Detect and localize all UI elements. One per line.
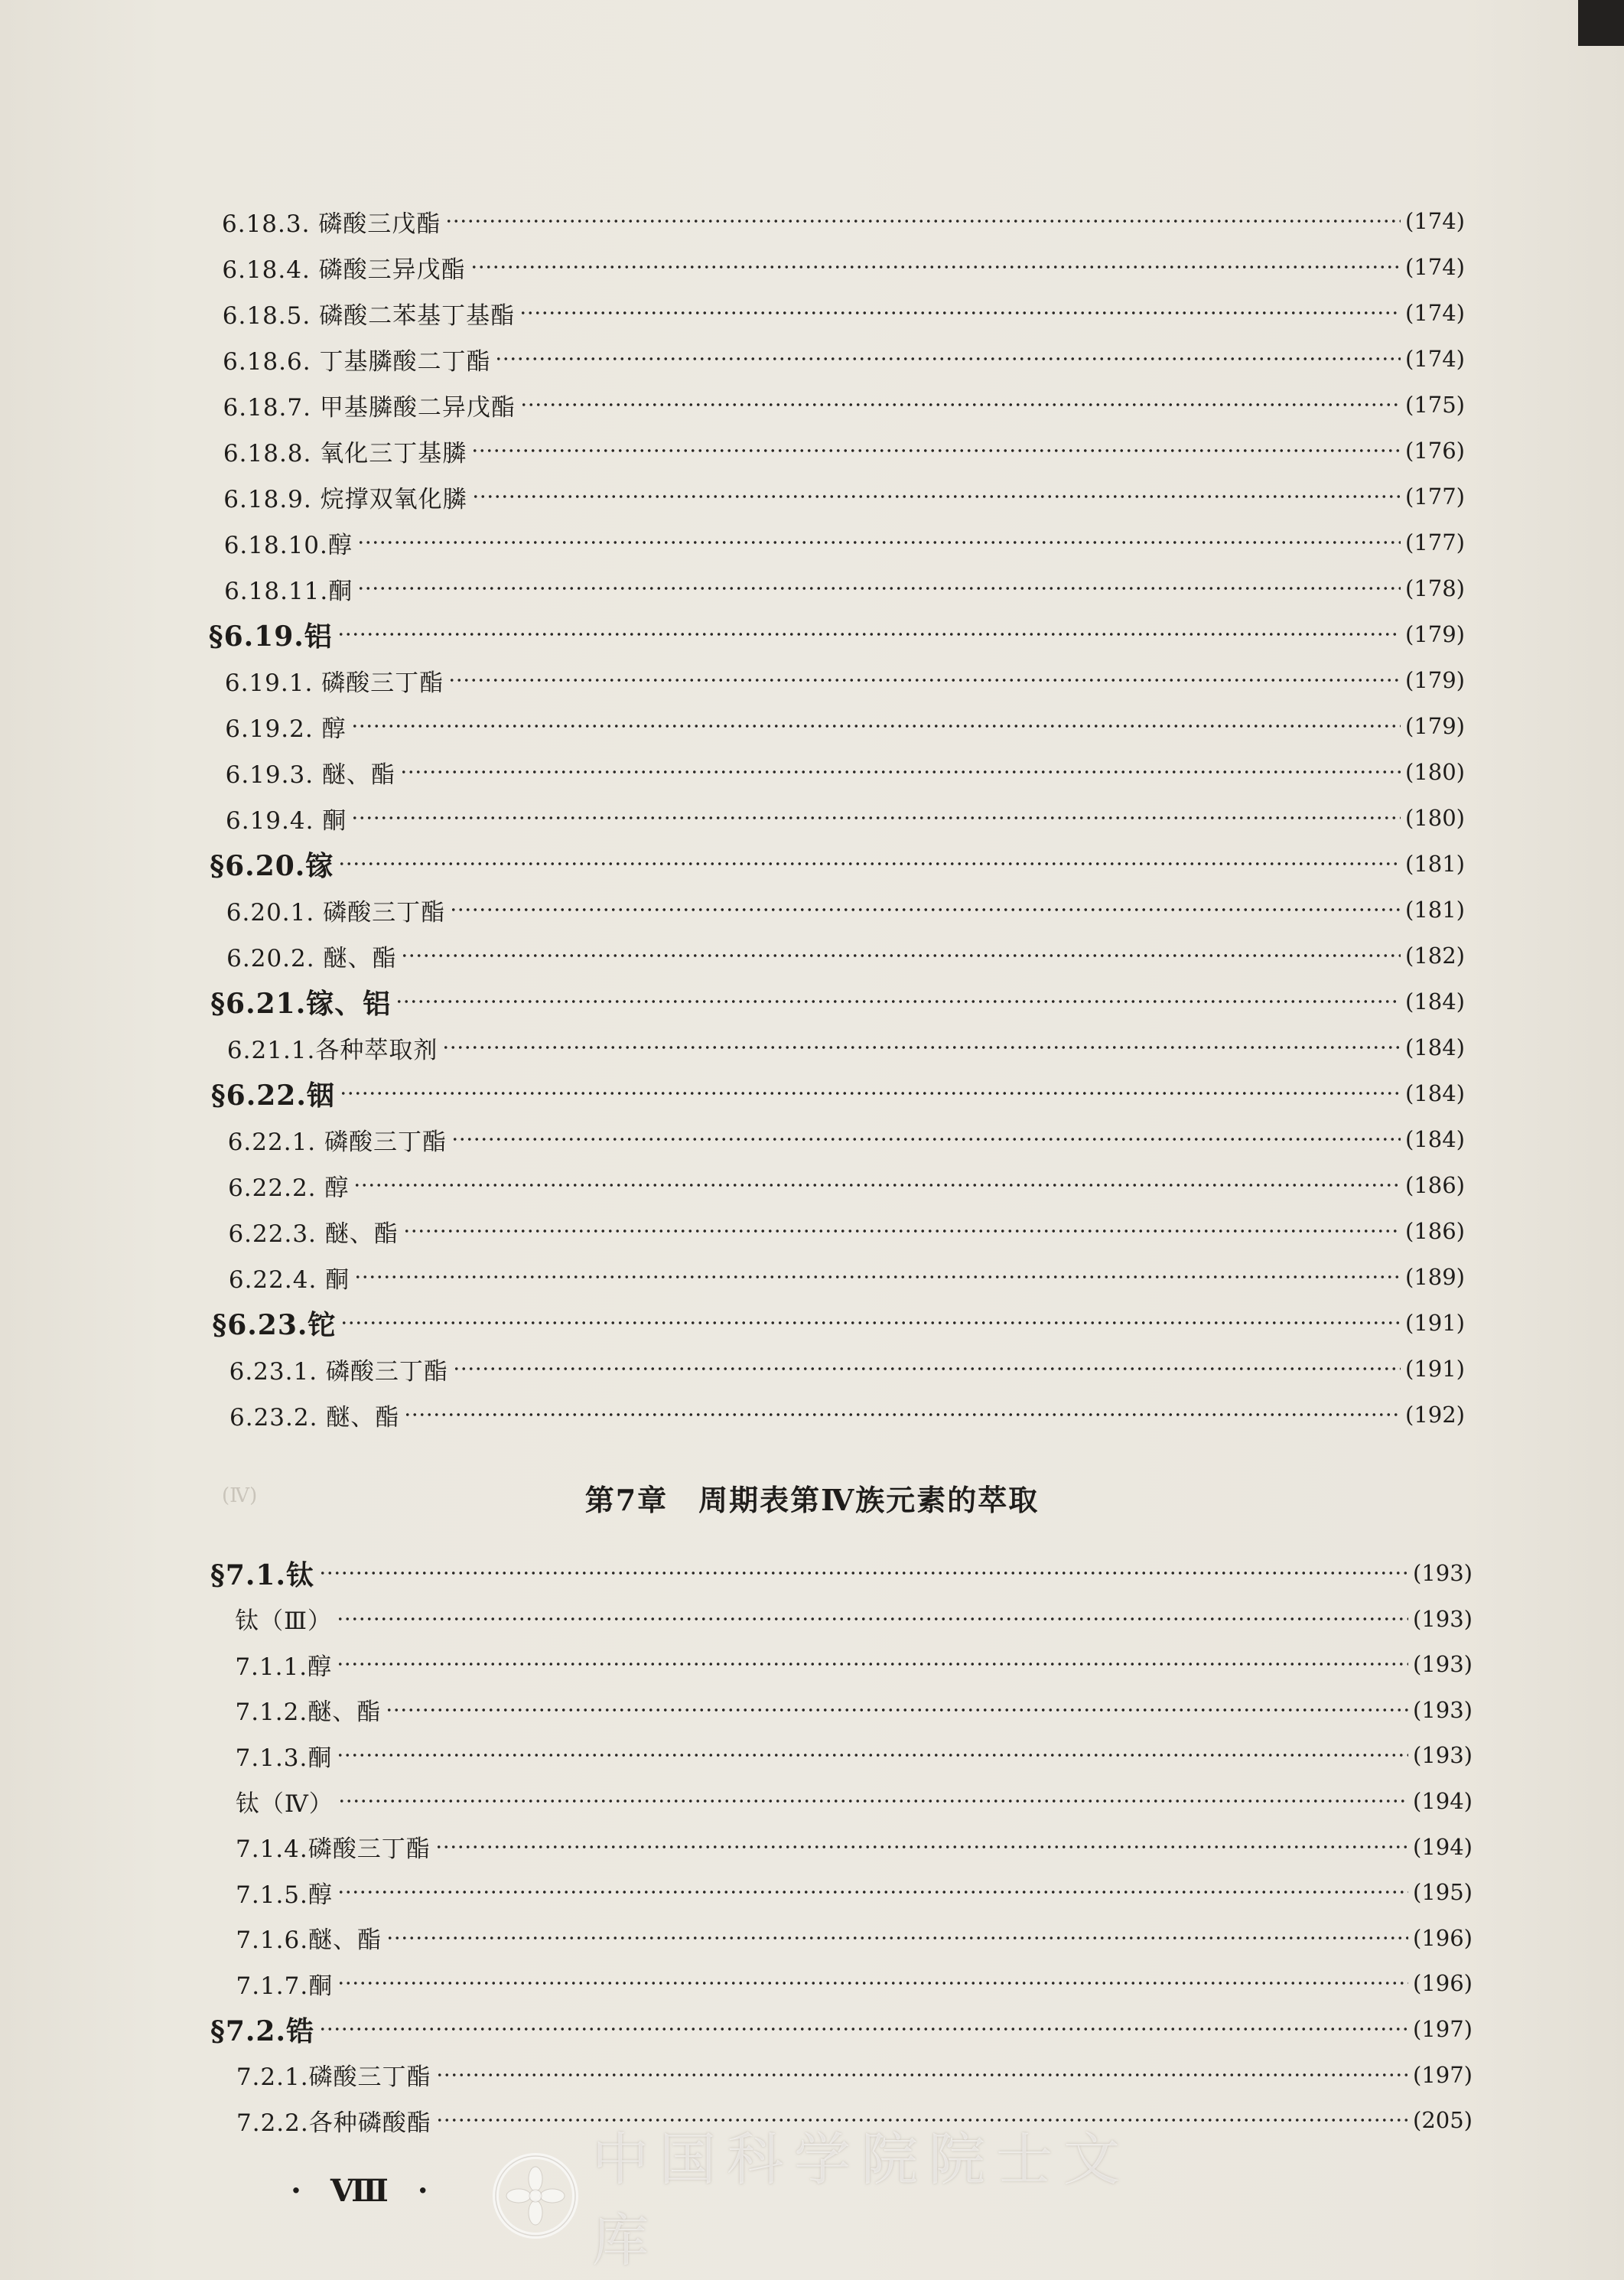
toc-entry-row xyxy=(236,1784,1473,1818)
toc-page-number: (174) xyxy=(1405,208,1465,234)
dot-leader xyxy=(354,1273,1401,1281)
toc-page-number: (196) xyxy=(1413,1924,1473,1951)
toc-entry-title: 7.1.1.醇 xyxy=(235,1653,333,1681)
toc-entry-title: 7.1.7.酮 xyxy=(236,1972,334,2000)
toc-entry-title: 6.23.2. 醚、酯 xyxy=(229,1403,400,1432)
toc-entry-row xyxy=(226,801,1465,835)
chapter-title: 第7章 周期表第Ⅳ族元素的萃取 xyxy=(584,1483,1040,1517)
page-folio: · Ⅷ · xyxy=(291,2173,438,2209)
toc-entry-title: 7.1.4.磷酸三丁酯 xyxy=(236,1835,431,1864)
dot-leader xyxy=(403,1227,1401,1235)
toc-section-row xyxy=(210,2012,1473,2046)
dot-leader xyxy=(520,401,1401,409)
toc-section-row xyxy=(209,617,1465,651)
dot-leader xyxy=(386,1934,1408,1942)
toc-page-number: (182) xyxy=(1405,943,1465,969)
toc-entry-row xyxy=(225,663,1465,697)
toc-entry-row xyxy=(229,1260,1465,1294)
dot-leader xyxy=(357,585,1401,592)
toc-page-number: (181) xyxy=(1405,897,1465,923)
watermark xyxy=(490,2127,1193,2274)
dot-leader xyxy=(470,263,1401,271)
toc-entry-row xyxy=(227,1031,1465,1064)
toc-entry-row xyxy=(223,296,1465,330)
toc-page-number: (179) xyxy=(1405,713,1465,739)
toc-entry-title: 6.22.2. 醇 xyxy=(228,1174,350,1202)
toc-entry-row xyxy=(223,342,1465,376)
watermark-text: 中国科学院院士文库 xyxy=(592,2127,1131,2274)
toc-page-number: (194) xyxy=(1413,1833,1473,1860)
toc-page-number: (193) xyxy=(1413,1605,1473,1632)
toc-entry-title: 6.19.4. 酮 xyxy=(226,806,347,835)
toc-page-number: (184) xyxy=(1405,1034,1465,1060)
toc-entry-row xyxy=(226,755,1465,789)
toc-entry-title: 6.21.1.各种萃取剂 xyxy=(226,1036,438,1064)
dot-leader xyxy=(395,998,1401,1005)
toc-page-number: (186) xyxy=(1405,1172,1465,1198)
toc-page-number: (181) xyxy=(1405,851,1465,877)
toc-entry-title: 7.2.1.磷酸三丁酯 xyxy=(236,2063,431,2092)
toc-entry-title: 6.18.9. 烷撑双氧化膦 xyxy=(223,485,467,513)
toc-page-number: (180) xyxy=(1405,759,1465,785)
toc-page-number: (177) xyxy=(1405,529,1465,555)
dot-leader xyxy=(337,1615,1408,1623)
toc-entry-title: §6.22.铟 xyxy=(210,1079,335,1112)
toc-entry-row xyxy=(225,709,1465,743)
toc-section-row xyxy=(210,847,1465,881)
toc-entry-title: 7.2.2.各种磷酸酯 xyxy=(236,2109,431,2137)
toc-entry-title: 6.22.4. 酮 xyxy=(228,1265,350,1294)
toc-entry-title: 6.18.7. 甲基膦酸二异戊酯 xyxy=(223,393,516,422)
dot-leader xyxy=(435,1843,1408,1851)
toc-page-number: (186) xyxy=(1405,1218,1465,1244)
toc-page-number: (193) xyxy=(1413,1696,1473,1723)
toc-page-number: (178) xyxy=(1405,575,1465,601)
toc-entry-row xyxy=(236,1830,1473,1864)
toc-page-number: (193) xyxy=(1413,1651,1473,1678)
toc-entry-row xyxy=(236,1738,1473,1772)
toc-entry-row xyxy=(229,1398,1465,1432)
dot-leader xyxy=(319,1569,1408,1577)
toc-page-number: (191) xyxy=(1405,1356,1465,1382)
toc-section-row xyxy=(212,1306,1465,1340)
dot-leader xyxy=(338,1797,1408,1805)
toc-entry-title: 6.23.1. 磷酸三丁酯 xyxy=(229,1357,448,1386)
toc-page-number: (192) xyxy=(1405,1402,1465,1428)
toc-page-number: (179) xyxy=(1405,621,1465,647)
toc-entry-title: 6.18.6. 丁基膦酸二丁酯 xyxy=(223,347,491,376)
toc-page-number: (175) xyxy=(1405,392,1465,418)
toc-entry-title: §6.21.镓、铝 xyxy=(210,987,392,1020)
toc-entry-row xyxy=(228,1214,1465,1248)
toc-entry-title: 7.1.5.醇 xyxy=(236,1881,333,1909)
dot-leader xyxy=(386,1706,1408,1714)
dot-leader xyxy=(337,1888,1408,1896)
toc-page-number: (193) xyxy=(1413,1742,1473,1769)
dot-leader xyxy=(351,722,1401,730)
dot-leader xyxy=(451,1135,1401,1143)
toc-entry-title: 6.18.5. 磷酸二苯基丁基酯 xyxy=(222,301,516,330)
toc-page-number: (189) xyxy=(1405,1264,1465,1290)
toc-entry-title: 6.18.3. 磷酸三戊酯 xyxy=(222,210,441,238)
toc-page-number: (180) xyxy=(1405,805,1465,831)
toc-entry-title: 6.18.11.酮 xyxy=(224,577,353,605)
toc-entry-title: §6.19.铝 xyxy=(208,620,333,653)
toc-entry-title: 6.20.1. 磷酸三丁酯 xyxy=(226,898,446,927)
toc-entry-title: 6.22.1. 磷酸三丁酯 xyxy=(227,1128,447,1156)
toc-entry-row xyxy=(228,1122,1465,1156)
dot-leader xyxy=(453,1365,1401,1373)
toc-page-number: (176) xyxy=(1405,438,1465,464)
dot-leader xyxy=(340,1090,1401,1097)
dot-leader xyxy=(353,1181,1401,1189)
toc-entry-row xyxy=(229,1352,1465,1386)
toc-entry-title: 钛（Ⅳ） xyxy=(235,1790,334,1818)
dot-leader xyxy=(337,1751,1408,1759)
dot-leader xyxy=(519,309,1401,317)
toc-section-row xyxy=(210,985,1465,1018)
toc-entry-row xyxy=(236,1966,1473,2000)
dot-leader xyxy=(448,676,1401,684)
dot-leader xyxy=(450,906,1401,914)
toc-entry-row xyxy=(236,1921,1473,1955)
dot-leader xyxy=(445,217,1401,225)
dot-leader xyxy=(436,2071,1408,2079)
toc-page-number: (194) xyxy=(1413,1788,1473,1814)
dot-leader xyxy=(404,1411,1401,1418)
bleed-through-text: (Ⅳ) xyxy=(222,1484,258,1507)
toc-page-number: (191) xyxy=(1405,1310,1465,1336)
toc-entry-row xyxy=(236,2058,1473,2092)
dot-leader xyxy=(400,768,1401,776)
toc-page-number: (205) xyxy=(1413,2107,1473,2134)
toc-entry-row xyxy=(223,480,1465,513)
toc-page-number: (195) xyxy=(1413,1879,1473,1906)
toc-page-number: (184) xyxy=(1405,1126,1465,1152)
toc-entry-row xyxy=(235,1647,1473,1681)
toc-section-row xyxy=(210,1556,1473,1590)
toc-entry-row xyxy=(224,526,1465,559)
toc-entry-title: 6.19.2. 醇 xyxy=(225,715,347,743)
toc-entry-title: 7.1.6.醚、酯 xyxy=(236,1927,382,1955)
toc-page-number: (177) xyxy=(1405,484,1465,510)
toc-entry-row xyxy=(228,1168,1465,1202)
toc-page-number: (193) xyxy=(1413,1560,1473,1586)
dot-leader xyxy=(472,493,1401,500)
toc-entry-title: §7.2.锆 xyxy=(210,2015,314,2047)
dot-leader xyxy=(401,952,1401,959)
toc-entry-row xyxy=(223,434,1465,467)
toc-entry-title: 6.18.4. 磷酸三异戊酯 xyxy=(222,256,466,284)
toc-entry-title: 6.20.2. 醚、酯 xyxy=(226,944,397,972)
toc-entry-row xyxy=(224,572,1465,605)
dot-leader xyxy=(351,814,1401,822)
toc-entry-row xyxy=(235,1602,1473,1636)
dot-leader xyxy=(442,1044,1401,1051)
toc-page-number: (196) xyxy=(1413,1970,1473,1997)
toc-entry-title: 7.1.2.醚、酯 xyxy=(235,1699,382,1727)
toc-entry-row xyxy=(236,1693,1473,1727)
toc-entry-row xyxy=(222,204,1465,238)
dot-leader xyxy=(340,1319,1401,1327)
toc-page-number: (179) xyxy=(1405,667,1465,693)
toc-entry-row xyxy=(226,893,1465,927)
toc-entry-row xyxy=(236,1875,1473,1909)
toc-entry-title: §6.23.铊 xyxy=(212,1308,337,1341)
toc-page-number: (174) xyxy=(1405,254,1465,280)
toc-entry-title: 6.18.10.醇 xyxy=(223,531,353,559)
dot-leader xyxy=(471,447,1401,454)
dot-leader xyxy=(357,539,1401,546)
toc-page-number: (174) xyxy=(1405,346,1465,372)
toc-section-row xyxy=(211,1076,1465,1110)
toc-entry-title: §6.20.镓 xyxy=(210,849,334,882)
toc-entry-title: 6.18.8. 氧化三丁基膦 xyxy=(223,439,467,467)
toc-entry-title: 钛（Ⅲ） xyxy=(235,1607,333,1636)
toc-page-number: (197) xyxy=(1413,2061,1473,2088)
toc-entry-row xyxy=(223,388,1465,422)
toc-entry-title: 6.22.3. 醚、酯 xyxy=(228,1220,399,1248)
cas-logo-icon xyxy=(490,2150,581,2242)
dot-leader xyxy=(337,1660,1408,1668)
toc-page-number: (197) xyxy=(1413,2016,1473,2042)
toc-entry-row xyxy=(222,250,1465,284)
dot-leader xyxy=(337,1979,1408,1987)
dot-leader xyxy=(337,630,1401,638)
toc-page-number: (184) xyxy=(1405,1080,1465,1106)
toc-page-number: (184) xyxy=(1405,989,1465,1015)
toc-entry-row xyxy=(226,939,1465,972)
toc-entry-title: §7.1.钛 xyxy=(210,1559,314,1591)
toc-entry-title: 6.19.3. 醚、酯 xyxy=(225,761,395,789)
toc-page-number: (174) xyxy=(1405,300,1465,326)
toc-entry-title: 6.19.1. 磷酸三丁酯 xyxy=(224,669,444,697)
dot-leader xyxy=(319,2025,1408,2033)
dot-leader xyxy=(338,860,1401,868)
dot-leader xyxy=(495,355,1401,363)
toc-entry-title: 7.1.3.酮 xyxy=(235,1744,333,1772)
